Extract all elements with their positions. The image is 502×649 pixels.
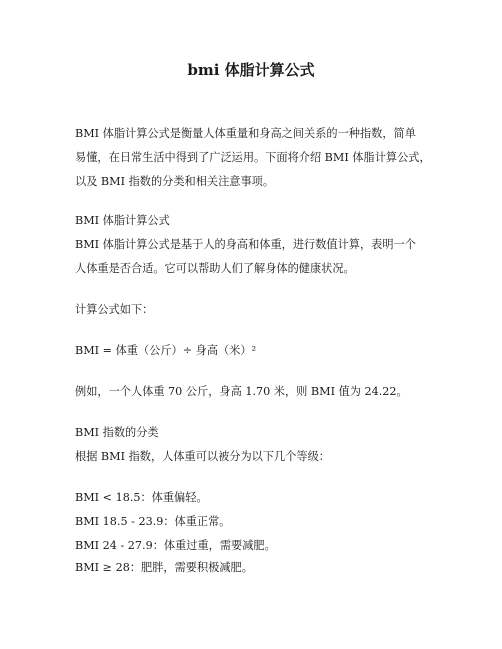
intro-line-3: 以及 BMI 指数的分类和相关注意事项。 (75, 175, 275, 188)
document-title: bmi 体脂计算公式 (187, 61, 315, 79)
category-item: BMI 24 - 27.9：体重过重，需要减肥。 (75, 539, 276, 552)
category-item: BMI ≥ 28：肥胖，需要积极减肥。 (75, 561, 253, 574)
section2-body: 根据 BMI 指数，人体重可以被分为以下几个等级： (75, 450, 330, 463)
category-item: BMI < 18.5：体重偏轻。 (75, 491, 208, 504)
section1-line-1: BMI 体脂计算公式是基于人的身高和体重，进行数值计算，表明一个 (75, 238, 416, 251)
example-text: 例如，一个人体重 70 公斤，身高 1.70 米，则 BMI 值为 24.22。 (75, 385, 408, 398)
formula-intro: 计算公式如下： (75, 303, 154, 316)
intro-line-1: BMI 体脂计算公式是衡量人体重量和身高之间关系的一种指数，简单 (75, 127, 416, 140)
category-item: BMI 18.5 - 23.9：体重正常。 (75, 515, 231, 528)
section1-line-2: 人体重是否合适。它可以帮助人们了解身体的健康状况。 (75, 262, 355, 275)
formula: BMI = 体重（公斤）÷ 身高（米）² (75, 344, 257, 357)
section2-heading: BMI 指数的分类 (75, 426, 159, 439)
section1-heading: BMI 体脂计算公式 (75, 214, 170, 227)
intro-line-2: 易懂，在日常生活中得到了广泛运用。下面将介绍 BMI 体脂计算公式， (75, 151, 431, 164)
